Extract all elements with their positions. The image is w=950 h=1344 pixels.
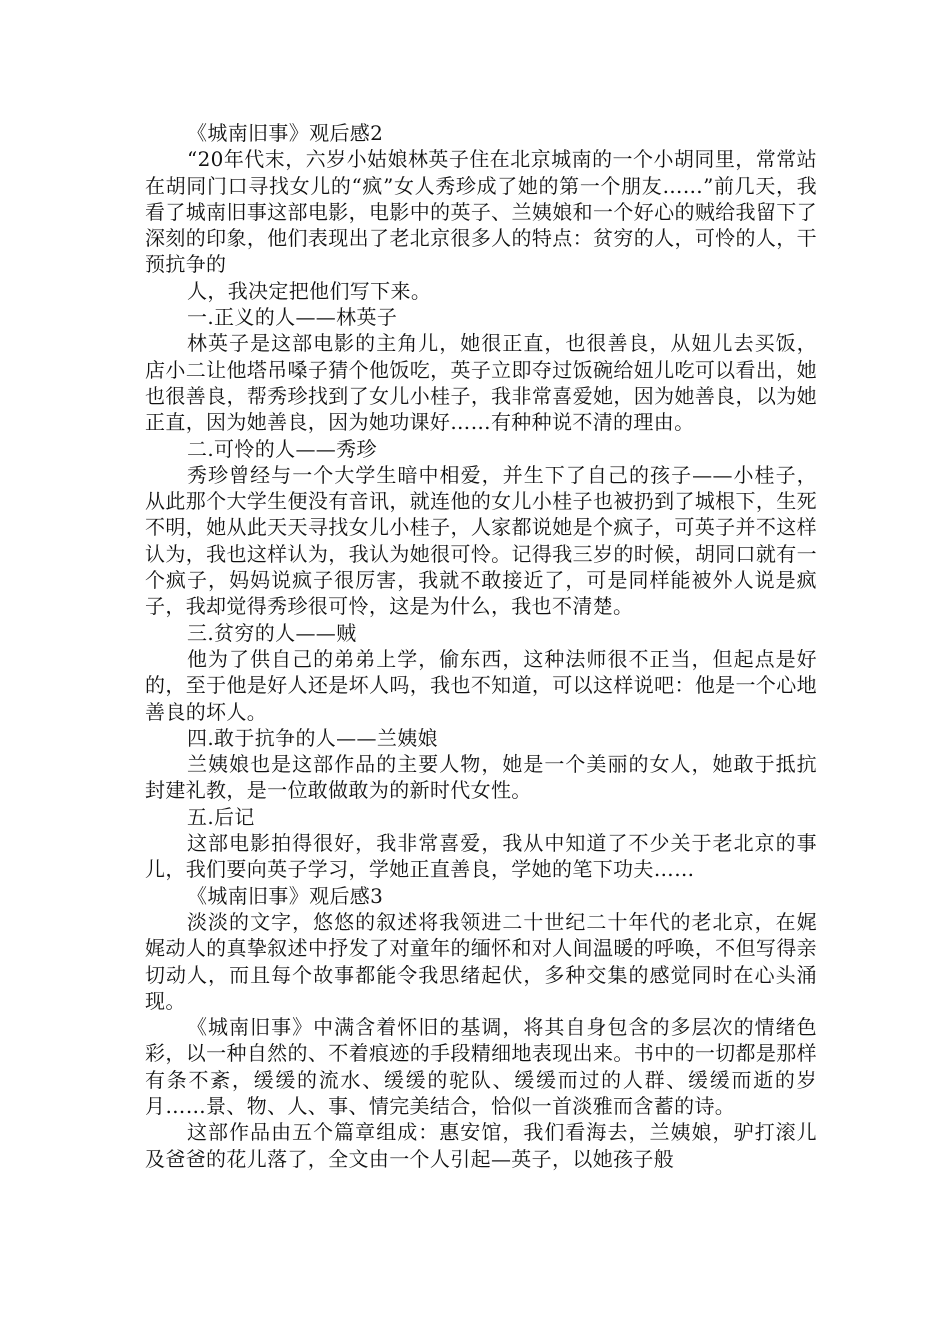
paragraph: 他为了供自己的弟弟上学，偷东西，这种法师很不正当，但起点是好的，至于他是好人还是坏人吗，我也不知道，可以这样说吧：他是一个心地善良的坏人。 — [145, 646, 817, 724]
paragraph: “20年代末，六岁小姑娘林英子住在北京城南的一个小胡同里，常常站在胡同门口寻找女儿的“疯”女人秀珍成了她的第一个朋友……”前几天，我看了城南旧事这部电影，电影中的英子、兰姨娘和一个好心的贼给我留下了深刻的印象，他们表现出了老北京很多人的特点：贫穷的人，可怜的人，干预抗争的 — [145, 147, 817, 277]
section-heading: 三.贫穷的人——贼 — [187, 620, 357, 645]
paragraph: 秀珍曾经与一个大学生暗中相爱，并生下了自己的孩子——小桂子，从此那个大学生便没有音讯，就连他的女儿小桂子也被扔到了城根下，生死不明，她从此天天寻找女儿小桂子，人家都说她是个疯子，可英子并不这样认为，我也这样认为，我认为她很可怜。记得我三岁的时候，胡同口就有一个疯子，妈妈说疯子很厉害，我就不敢接近了，可是同样能被外人说是疯子，我却觉得秀珍很可怜，这是为什么，我也不清楚。 — [145, 462, 817, 619]
section-heading: 二.可怜的人——秀珍 — [187, 436, 377, 461]
section-title: 《城南旧事》观后感3 — [187, 883, 384, 908]
paragraph: 这部电影拍得很好，我非常喜爱，我从中知道了不少关于老北京的事儿，我们要向英子学习，学她正直善良，学她的笔下功夫…… — [145, 831, 817, 882]
section-title: 《城南旧事》观后感2 — [187, 121, 384, 145]
paragraph: 淡淡的文字，悠悠的叙述将我领进二十世纪二十年代的老北京，在娓娓动人的真挚叙述中抒发了对童年的缅怀和对人间温暖的呼唤，不但写得亲切动人，而且每个故事都能令我思绪起伏，多种交集的感觉同时在心头涌现。 — [145, 909, 817, 1013]
paragraph: 这部作品由五个篇章组成：惠安馆，我们看海去，兰姨娘，驴打滚儿及爸爸的花儿落了，全文由一个人引起—英子，以她孩子般 — [145, 1120, 817, 1171]
document-body — [145, 120, 817, 1172]
section-heading: 五.后记 — [187, 804, 255, 829]
paragraph: 《城南旧事》中满含着怀旧的基调，将其自身包含的多层次的情绪色彩，以一种自然的、不着痕迹的手段精细地表现出来。书中的一切都是那样有条不紊，缓缓的流水、缓缓的驼队、缓缓而过的人群、缓缓而逝的岁月……景、物、人、事、情完美结合，恰似一首淡雅而含蓄的诗。 — [145, 1015, 817, 1118]
section-heading: 四.敢于抗争的人——兰姨娘 — [187, 725, 438, 750]
paragraph: 人，我决定把他们写下来。 — [187, 278, 432, 303]
section-heading: 一.正义的人——林英子 — [187, 305, 398, 330]
paragraph: 兰姨娘也是这部作品的主要人物，她是一个美丽的女人，她敢于抵抗封建礼教，是一位敢做敢为的新时代女性。 — [145, 752, 817, 803]
paragraph: 林英子是这部电影的主角儿，她很正直，也很善良，从妞儿去买饭，店小二让他塔吊嗓子猜个他饭吃，英子立即夺过饭碗给妞儿吃可以看出，她也很善良，帮秀珍找到了女儿小桂子，我非常喜爱她，因为她善良，以为她正直，因为她善良，因为她功课好……有种种说不清的理由。 — [145, 331, 817, 435]
